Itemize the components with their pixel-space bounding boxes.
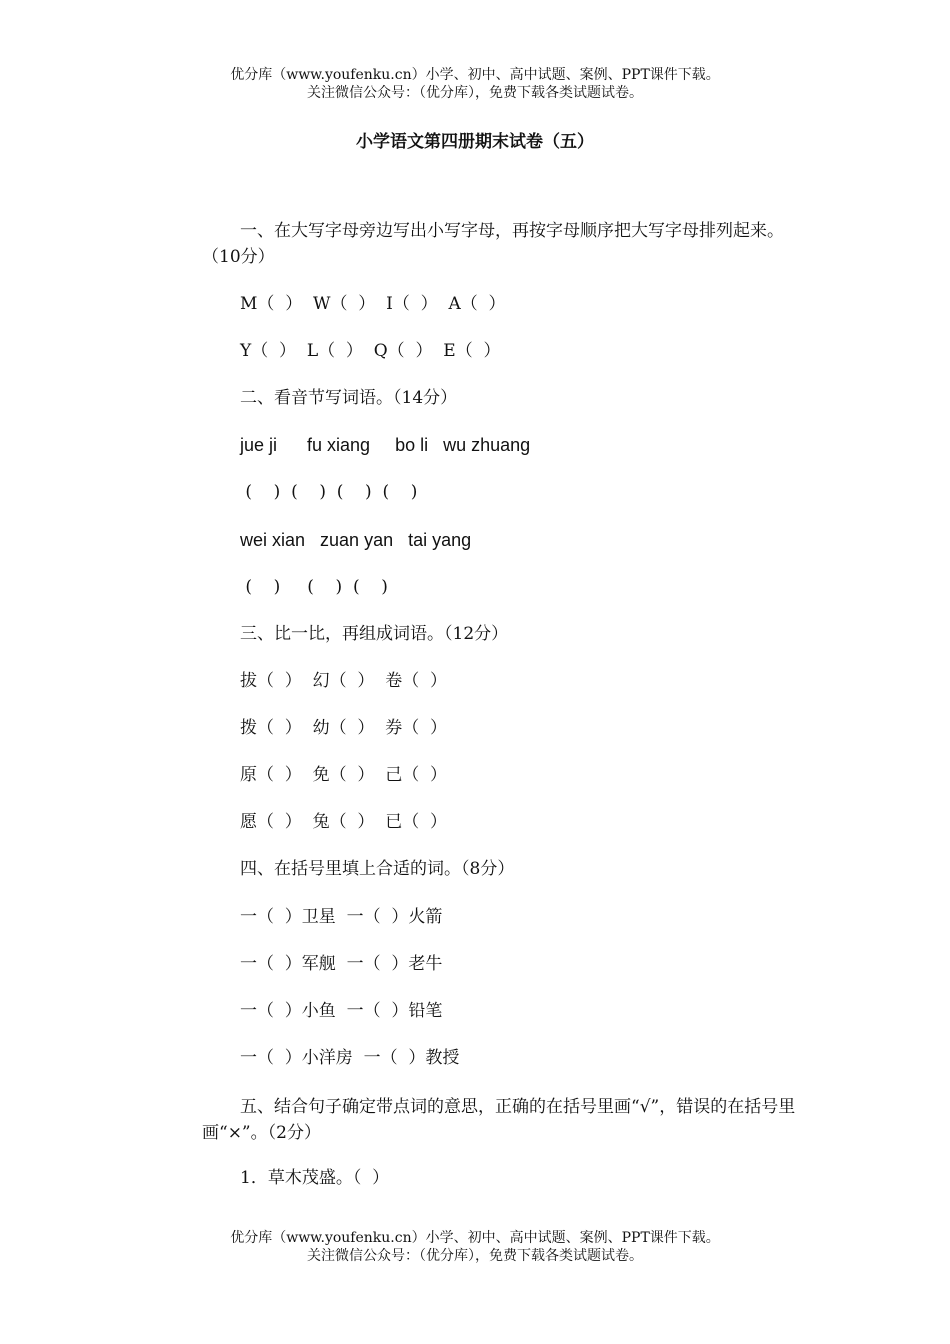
q3-row: 原（ ） 免（ ） 己（ ） bbox=[240, 765, 448, 785]
q5-prompt: 五、结合句子确定带点词的意思，正确的在括号里画“√”，错误的在括号里画“×”。（2分） bbox=[202, 1097, 796, 1143]
q1-prompt: 一、在大写字母旁边写出小写字母，再按字母顺序把大写字母排列起来。（10分） bbox=[202, 221, 784, 267]
q3-prompt: 三、比一比，再组成词语。（12分） bbox=[240, 624, 509, 644]
q4-row: 一（ ）军舰 一（ ）老牛 bbox=[240, 954, 443, 974]
q2-prompt: 二、看音节写词语。（14分） bbox=[240, 388, 458, 408]
q1-row-2: Y（ ） L（ ） Q（ ） E（ ） bbox=[240, 341, 501, 361]
q3-row: 愿（ ） 兔（ ） 已（ ） bbox=[240, 812, 448, 832]
q2-blanks-row-2: ( ) ( ) ( ) bbox=[240, 577, 388, 597]
q5-item-1: 1．草木茂盛。（ ） bbox=[240, 1168, 390, 1188]
page-title: 小学语文第四册期末试卷（五） bbox=[356, 132, 594, 152]
q4-row: 一（ ）卫星 一（ ）火箭 bbox=[240, 907, 443, 927]
q2-blanks-row-1: ( ) ( ) ( ) ( ) bbox=[240, 482, 418, 502]
page-footer bbox=[0, 1229, 950, 1265]
q4-row: 一（ ）小洋房 一（ ）教授 bbox=[240, 1048, 460, 1068]
q2-pinyin-row-2: wei xian zuan yan tai yang bbox=[240, 530, 472, 550]
footer-line-1: 优分库（www.youfenku.cn）小学、初中、高中试题、案例、PPT课件下载。 bbox=[230, 1230, 720, 1246]
q1-row-1: M（ ） W（ ） I（ ） A（ ） bbox=[240, 294, 506, 314]
header-line-1: 优分库（www.youfenku.cn）小学、初中、高中试题、案例、PPT课件下载。 bbox=[230, 67, 720, 83]
q3-row: 拨（ ） 幼（ ） 券（ ） bbox=[240, 718, 448, 738]
footer-line-2: 关注微信公众号：（优分库），免费下载各类试题试卷。 bbox=[307, 1248, 643, 1264]
q2-pinyin-row-1: jue ji fu xiang bo li wu zhuang bbox=[240, 435, 531, 455]
q4-prompt: 四、在括号里填上合适的词。（8分） bbox=[240, 859, 515, 879]
q4-row: 一（ ）小鱼 一（ ）铅笔 bbox=[240, 1001, 443, 1021]
q3-row: 拔（ ） 幻（ ） 卷（ ） bbox=[240, 671, 448, 691]
header-line-2: 关注微信公众号：（优分库），免费下载各类试题试卷。 bbox=[307, 85, 643, 101]
page-header bbox=[0, 66, 950, 102]
